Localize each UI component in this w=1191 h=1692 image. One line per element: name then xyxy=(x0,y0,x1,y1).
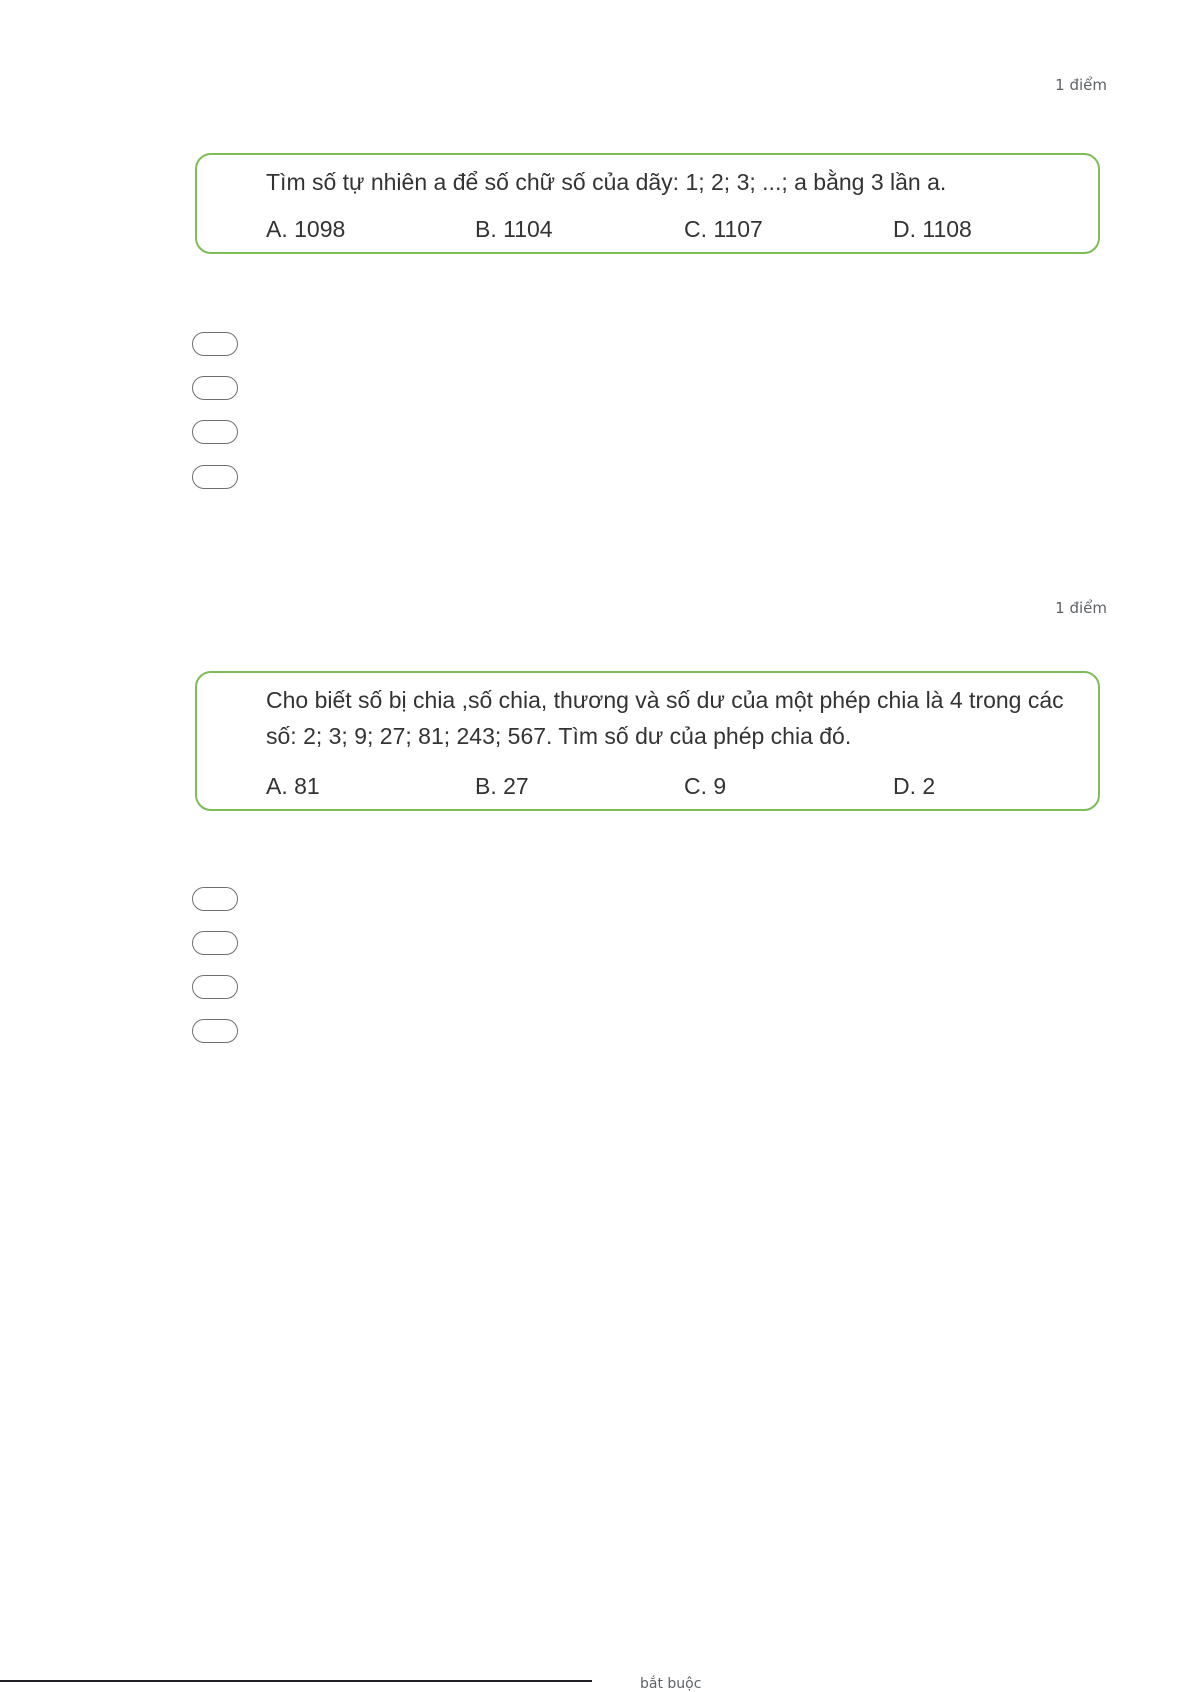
question-2-choice-c: C. 9 xyxy=(684,773,727,799)
question-1-answer-radio-2[interactable] xyxy=(192,376,238,400)
question-2-answer-radio-2[interactable] xyxy=(192,931,238,955)
question-1-choice-c: C. 1107 xyxy=(684,216,763,242)
question-2-choice-b: B. 27 xyxy=(475,773,529,799)
footer-divider xyxy=(0,1680,592,1682)
question-2-choice-d: D. 2 xyxy=(893,773,936,799)
question-1-answer-radio-1[interactable] xyxy=(192,332,238,356)
question-2-text: Cho biết số bị chia ,số chia, thương và số dư của một phép chia là 4 trong các số: 2; 3; 9; 27; 81; 243; 567. Tìm số dư của phép chia đó. xyxy=(266,687,1064,749)
question-1-points: 1 điểm xyxy=(1055,76,1107,94)
question-2-answer-radio-1[interactable] xyxy=(192,887,238,911)
question-1-answer-radio-3[interactable] xyxy=(192,420,238,444)
question-1-choice-a: A. 1098 xyxy=(266,216,346,242)
question-2-answer-radio-4[interactable] xyxy=(192,1019,238,1043)
question-2-choice-a: A. 81 xyxy=(266,773,320,799)
footer-text: bắt buộc xyxy=(640,1676,702,1692)
question-2-answer-radio-3[interactable] xyxy=(192,975,238,999)
question-1-choice-d: D. 1108 xyxy=(893,216,972,242)
question-1-answer-radio-4[interactable] xyxy=(192,465,238,489)
question-1-image-box xyxy=(195,153,1100,254)
question-2-image-box xyxy=(195,671,1100,811)
question-1-text: Tìm số tự nhiên a để số chữ số của dãy: 1; 2; 3; ...; a bằng 3 lần a. xyxy=(266,169,947,195)
question-2-points: 1 điểm xyxy=(1055,599,1107,617)
question-1-choice-b: B. 1104 xyxy=(475,216,553,242)
